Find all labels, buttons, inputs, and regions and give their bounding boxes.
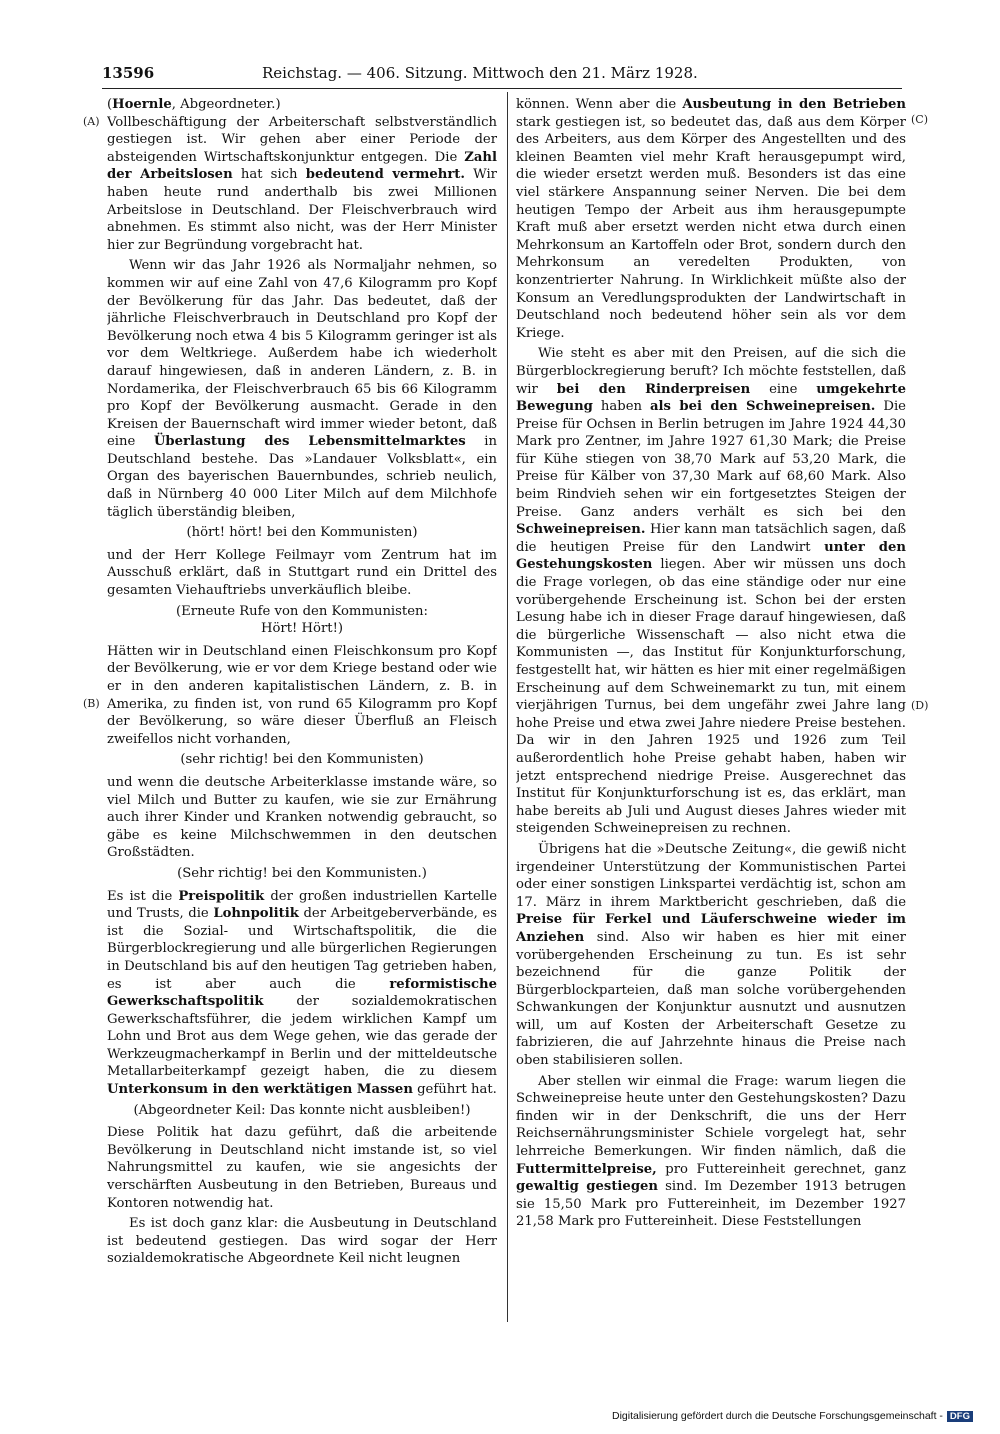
interjection: (Abgeordneter Keil: Das konnte nicht ausbleiben!) [133, 1102, 471, 1118]
text-run: stark gestiegen ist, so bedeutet das, daß aus dem Körper des Arbeiters, aus dem Körper des Angestellten und des kleinen Beamten viel mehr Kraft herausgepumpt wird, die wieder ersetzt werden muß. Besonders ist das eine viel stärkere Anspannung seiner Nerven. Die bei dem heutigen Tempo der Arbeit aus ihm herausgepumpte Kraft muß aber ersetzt werden nicht etwa durch einen Mehrkonsum an Kartoffeln oder Brot, sondern durch den Mehrkonsum an veredelten Produkten, von konzentrierter Nahrung. In Wirklichkeit müßte also der Konsum an Veredlungsprodukten der Landwirtschaft in Deutschland noch bedeutend höher sein als vor dem Kriege. [516, 114, 906, 341]
text-run: liegen. Aber wir müssen uns doch die Frage vorlegen, ob das eine ständige oder nur eine vorübergehende Erscheinung ist. Schon bei der ersten Lesung habe ich in dieser Frage darauf hingewiesen, daß die bürgerliche Wissenschaft — also nicht etwa die Kommunisten —, das Institut für Konjunkturforschung, festgestellt hat, wir hätten es hier mit einer regelmäßigen Erscheinung auf dem Schweinemarkt zu tun, mit einem vierjährigen Turnus, bei dem ungefähr zwei Jahre lang hohe Preise und etwa zwei Jahre niedere Preise bestehen. Da wir in den Jahren 1925 und 1926 zum Teil außerordentlich hohe Preise gehabt haben, haben wir jetzt entsprechend niedrige Preise. Ausgerechnet das Institut für Konjunkturforschung ist es, das erklärt, man habe bereits ab Juli und August dieses Jahres wieder mit steigenden Schweinepreisen zu rechnen. [516, 557, 906, 837]
page-number: 13596 [102, 64, 155, 82]
text-run: Hier kann man tatsächlich sagen, daß die heutigen Preise für den Landwirt [516, 522, 906, 555]
paragraph [107, 257, 497, 521]
bold-run: gewaltig gestiegen [516, 1179, 659, 1195]
text-run: (Erneute Rufe von den Kommunisten: [176, 603, 428, 619]
text-run: Es ist die [107, 888, 179, 904]
text-run: haben [592, 399, 650, 415]
bold-run: Lohnpolitik [213, 906, 299, 922]
text-run: Übrigens hat die »Deutsche Zeitung«, die gewiß nicht irgendeiner Unterstützung der Kommunistischen Partei oder einer sonstigen Linkspartei verdächtig ist, schon am 17. März in ihrem Marktbericht geschrieben, daß die [516, 841, 906, 910]
text-run: pro Futtereinheit gerechnet, ganz [656, 1161, 906, 1177]
bold-run: Zahl der Arbeitslosen [107, 149, 497, 183]
digitization-footer [612, 1410, 992, 1426]
paragraph [516, 1073, 906, 1231]
text-run: Aber stellen wir einmal die Frage: warum liegen die Schweinepreise heute unter den Gestehungskosten? Dazu finden wir in der Denkschrift, die uns der Herr Reichsernährungsminister Schiele vorgelegt hat, sehr lehrreiche Bemerkungen. Wir finden nämlich, daß die [516, 1073, 906, 1160]
bold-run: Ausbeutung in den Betrieben [682, 97, 906, 112]
margin-mark-a: (A) [83, 115, 100, 128]
paragraph: Es ist doch ganz klar: die Ausbeutung in Deutschland ist bedeutend gestiegen. Das wird sogar der Herr sozialdemokratische Abgeordnete Keil nicht leugnen [107, 1216, 497, 1267]
bold-run: bedeutend vermehrt. [305, 167, 465, 183]
paragraph: und wenn die deutsche Arbeiterklasse imstande wäre, so viel Milch und Butter zu kaufen, wie sie zur Ernährung auch ihrer Kinder und Kranken notwendig gebraucht, so gäbe es keine Milchschwemmen in den deutschen Großstädten. [107, 774, 497, 861]
paragraph: Diese Politik hat dazu geführt, daß die arbeitende Bevölkerung in Deutschland nicht imstande ist, so viel Nahrungsmittel zu kaufen, wie sie angesichts der verschärften Ausbeutung in den Betrieben, Bureaus und Kontoren notwendig hat. [107, 1125, 497, 1211]
footer-text: Digitalisierung gefördert durch die Deutsche Forschungsgemeinschaft - [612, 1410, 943, 1422]
speaker-role: , Abgeordneter.) [171, 97, 281, 112]
speaker-name: Hoernle [112, 97, 172, 112]
text-run: Hört! Hört!) [260, 621, 344, 637]
speaker-line: (Hoernle, Abgeordneter.) [107, 97, 281, 112]
text-run: der sozialdemokratischen Gewerkschaftsführer, die jedem wirklichen Kampf um Lohn und Brot aus dem Wege gehen, wie das gerade der Werkzeugmacherkampf in Berlin und der mitteldeutsche Metallarbeiterkampf gezeigt haben, die zu diesem [107, 994, 497, 1080]
text-run: Wie steht es aber mit den Preisen, auf die sich die Bürgerblockregierung beruft? Ich möchte feststellen, daß wir [516, 346, 906, 397]
bold-run: Futtermittelpreise, [516, 1161, 657, 1177]
margin-mark-b: (B) [83, 697, 100, 710]
margin-mark-d: (D) [911, 699, 929, 712]
text-run: der Arbeitgeberverbände, es ist die Sozial- und Wirtschaftspolitik, die die Bürgerblockregierung und alle bürgerlichen Regierungen in Deutschland bis auf den heutigen Tag getrieben haben, es ist aber auch die [107, 906, 497, 992]
text-run: in Deutschland bestehe. Das »Landauer Volksblatt«, ein Organ des bayerischen Bauernbundes, schrieb neulich, daß in Nürnberg 40 000 Liter Milch auf dem Milchhofe täglich überständig bleiben, [107, 434, 497, 520]
interjection: (Sehr richtig! bei den Kommunisten.) [177, 865, 427, 881]
paragraph [516, 345, 906, 838]
text-run: Wenn wir das Jahr 1926 als Normaljahr nehmen, so kommen wir auf eine Zahl von 47,6 Kilogramm pro Kopf der Bevölkerung für das Jahr. Das bedeutet, daß der jährliche Fleischverbrauch in Deutschland pro Kopf der Bevölkerung noch etwa 4 bis 5 Kilogramm geringer ist als vor dem Weltkriege. Außerdem habe ich wiederholt darauf hingewiesen, daß in anderen Ländern, z. B. in Nordamerika, der Fleischverbrauch 65 bis 66 Kilogramm pro Kopf der Bevölkerung ausmacht. Gerade in den Kreisen der Bauernschaft wird immer wieder betont, daß eine [107, 258, 497, 450]
text-run: können. Wenn aber die [516, 97, 683, 112]
right-column [516, 96, 906, 1321]
interjection: (sehr richtig! bei den Kommunisten) [180, 752, 424, 768]
text-run: sind. Im Dezember 1913 betrugen sie 15,50 Mark pro Futtereinheit, im Dezember 1927 21,58 Mark pro Futtereinheit. Diese Feststellungen [516, 1179, 906, 1230]
paragraph [107, 114, 497, 255]
paragraph [516, 96, 906, 342]
text-run: Vollbeschäftigung der Arbeiterschaft selbstverständlich gestiegen ist. Wir gehen aber einer Periode der absteigenden Wirtschaftskonjunktur entgegen. Die [107, 114, 497, 165]
page-header [102, 64, 902, 88]
bold-run: umgekehrte Bewegung [516, 381, 906, 415]
text-run: geführt hat. [412, 1082, 497, 1098]
bold-run: reformistische Gewerkschaftspolitik [107, 976, 497, 1010]
text-run: sind. Also wir haben es hier mit einer vorübergehenden Erscheinung zu tun. Es ist sehr bezeichnend für die ganze Politik der Bürgerblockparteien, daß man solche vorübergehenden Schwankungen der Konjunktur ausnutzt und ausnutzen will, um auf Kosten der Arbeiterschaft Gesetze zu fabrizieren, die auf Jahrzehnte hinaus die Preise nach oben stabilisieren sollen. [516, 929, 906, 1069]
paragraph: Hätten wir in Deutschland einen Fleischkonsum pro Kopf der Bevölkerung, wie er vor dem Kriege bestand oder wie er in den anderen kapitalistischen Ländern, z. B. in Amerika, zu finden ist, von rund 65 Kilogramm pro Kopf der Bevölkerung, so wäre dieser Überfluß an Fleisch zweifellos nicht vorhanden, [107, 643, 497, 747]
column-divider [507, 92, 508, 1322]
interjection: (hört! hört! bei den Kommunisten) [186, 525, 418, 541]
text-run: hat sich [232, 167, 306, 183]
bold-run: Unterkonsum in den werktätigen Massen [107, 1082, 413, 1098]
paragraph: und der Herr Kollege Feilmayr vom Zentrum hat im Ausschuß erklärt, daß in Stuttgart rund ein Drittel des gesamten Viehauftriebs unverkäuflich bleibe. [107, 547, 497, 599]
bold-run: Überlastung des Lebensmittelmarktes [153, 434, 466, 450]
dfg-logo: DFG [947, 1411, 973, 1422]
bold-run: als bei den Schweinepreisen. [649, 399, 876, 415]
bold-run: bei den Rinderpreisen [556, 381, 751, 397]
bold-run: unter den Gestehungskosten [516, 539, 906, 573]
interjection [107, 603, 497, 638]
header-rule [102, 88, 902, 89]
paragraph [516, 841, 906, 1070]
left-column [107, 96, 497, 1321]
bold-run: Preise für Ferkel und Läuferschweine wieder im Anziehen [516, 912, 906, 945]
text-run: der großen industriellen Kartelle und Trusts, die [107, 888, 497, 922]
bold-run: Schweinepreisen. [516, 522, 646, 538]
text-run: Wir haben heute rund anderthalb bis zwei Millionen Arbeitslose in Deutschland. Der Fleischverbrauch wird abnehmen. Es stimmt also nicht, was der Herr Minister hier zur Begründung vorgebracht hat. [107, 167, 497, 253]
paragraph [107, 888, 497, 1099]
text-run: eine [750, 381, 817, 397]
running-title: Reichstag. — 406. Sitzung. Mittwoch den 21. März 1928. [262, 64, 698, 82]
bold-run: Preispolitik [178, 888, 265, 904]
margin-mark-c: (C) [911, 113, 928, 126]
text-run: Die Preise für Ochsen in Berlin betrugen im Jahre 1924 44,30 Mark pro Zentner, im Jahre 1927 61,30 Mark; die Preise für Kühe stiegen von 38,70 Mark auf 53,20 Mark, die Preise für Kälber von 37,30 Mark auf 68,60 Mark. Also beim Rindvieh sehen wir ein fortgesetztes Steigen der Preise. Ganz anders verhält es sich bei den [516, 399, 906, 520]
